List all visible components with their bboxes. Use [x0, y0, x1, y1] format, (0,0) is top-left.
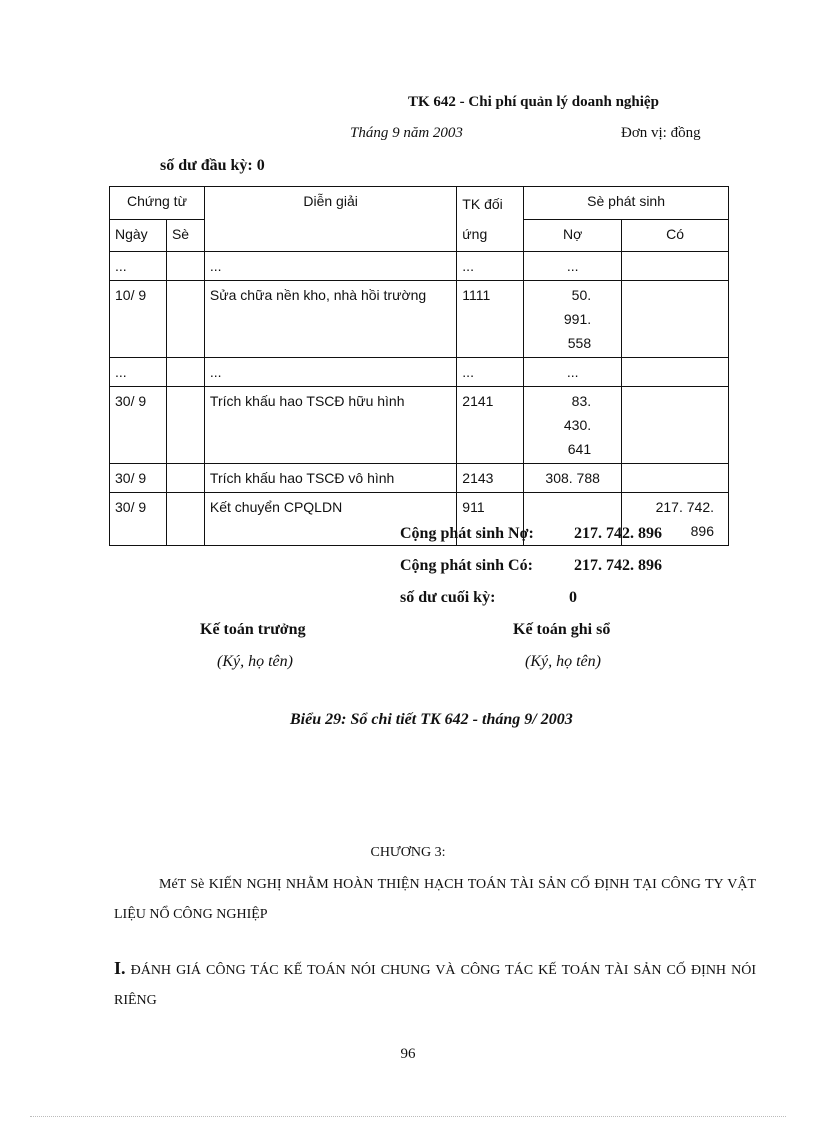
row-date: 10/ 9 [110, 281, 167, 358]
row-debit: ... [524, 252, 622, 281]
closing-balance-label: số dư cuối kỳ: [400, 589, 496, 606]
row-credit: 217. 742. 896 [622, 493, 729, 546]
opening-balance: số dư đầu kỳ: 0 [160, 157, 265, 174]
page-number: 96 [400, 1046, 416, 1062]
row-number [166, 281, 204, 358]
table-row [110, 252, 729, 281]
header-credit: Có [622, 219, 729, 252]
row-debit: 308. 788 [524, 464, 622, 493]
row-date: 30/ 9 [110, 464, 167, 493]
table-header-row [110, 187, 729, 220]
row-number [166, 252, 204, 281]
ledger-month: Tháng 9 năm 2003 [350, 125, 463, 141]
row-credit [622, 252, 729, 281]
total-debit-value: 217. 742. 896 [574, 525, 662, 542]
row-number [166, 493, 204, 546]
closing-balance-value: 0 [569, 589, 577, 606]
table-caption: Biểu 29: Sổ chi tiết TK 642 - tháng 9/ 2003 [290, 711, 573, 728]
row-credit [622, 464, 729, 493]
row-debit: 83. 430. 641 [524, 387, 622, 464]
row-description: Kết chuyển CPQLDN [204, 493, 456, 546]
header-account: TK đối ứng [457, 187, 524, 252]
ledger-table [109, 186, 729, 546]
total-credit-value: 217. 742. 896 [574, 557, 662, 574]
header-number: Sè [166, 219, 204, 252]
currency-unit: Đơn vị: đồng [621, 125, 701, 141]
row-account: 911 [457, 493, 524, 546]
row-date: 30/ 9 [110, 493, 167, 546]
row-number [166, 358, 204, 387]
total-debit-label: Cộng phát sinh Nợ: [400, 525, 534, 542]
row-description: Sửa chữa nền kho, nhà hồi trường [204, 281, 456, 358]
row-date: 30/ 9 [110, 387, 167, 464]
row-number [166, 464, 204, 493]
header-voucher: Chứng từ [110, 187, 205, 220]
table-row [110, 387, 729, 464]
header-description: Diễn giải [204, 187, 456, 252]
row-credit [622, 387, 729, 464]
header-debit: Nợ [524, 219, 622, 252]
ledger-title: TK 642 - Chi phí quản lý doanh nghiệp [408, 94, 659, 110]
row-date: ... [110, 252, 167, 281]
section-heading [114, 953, 756, 1016]
row-account: 1111 [457, 281, 524, 358]
table-row [110, 358, 729, 387]
row-description: ... [204, 358, 456, 387]
row-description: Trích khấu hao TSCĐ hữu hình [204, 387, 456, 464]
row-description: ... [204, 252, 456, 281]
chief-accountant-title: Kế toán trưởng [200, 621, 306, 638]
row-date: ... [110, 358, 167, 387]
row-description: Trích khấu hao TSCĐ vô hình [204, 464, 456, 493]
row-debit: ... [524, 358, 622, 387]
row-account: ... [457, 252, 524, 281]
section-numeral: I. [114, 958, 126, 978]
row-debit: 50. 991. 558 [524, 281, 622, 358]
page-bottom-divider [30, 1116, 786, 1117]
chapter-heading: CHƯƠNG 3: [370, 845, 446, 860]
row-number [166, 387, 204, 464]
row-account: 2143 [457, 464, 524, 493]
table-row [110, 464, 729, 493]
header-arising: Sè phát sinh [524, 187, 729, 220]
section-title: ĐÁNH GIÁ CÔNG TÁC KẾ TOÁN NÓI CHUNG VÀ CÔNG TÁC KẾ TOÁN TÀI SẢN CỐ ĐỊNH NÓI RIÊNG [114, 963, 756, 1008]
table-row [110, 281, 729, 358]
chapter-title: MéT Sè KIẾN NGHỊ NHẰM HOÀN THIỆN HẠCH TOÁN TÀI SẢN CỐ ĐỊNH TẠI CÔNG TY VẬT LIỆU NỔ CÔNG NGHIỆP [114, 877, 756, 922]
chief-accountant-note: (Ký, họ tên) [217, 653, 293, 670]
row-account: 2141 [457, 387, 524, 464]
row-credit [622, 281, 729, 358]
bookkeeper-title: Kế toán ghi sổ [513, 621, 611, 638]
header-date: Ngày [110, 219, 167, 252]
row-credit [622, 358, 729, 387]
bookkeeper-note: (Ký, họ tên) [525, 653, 601, 670]
total-credit-label: Cộng phát sinh Có: [400, 557, 533, 574]
row-account: ... [457, 358, 524, 387]
